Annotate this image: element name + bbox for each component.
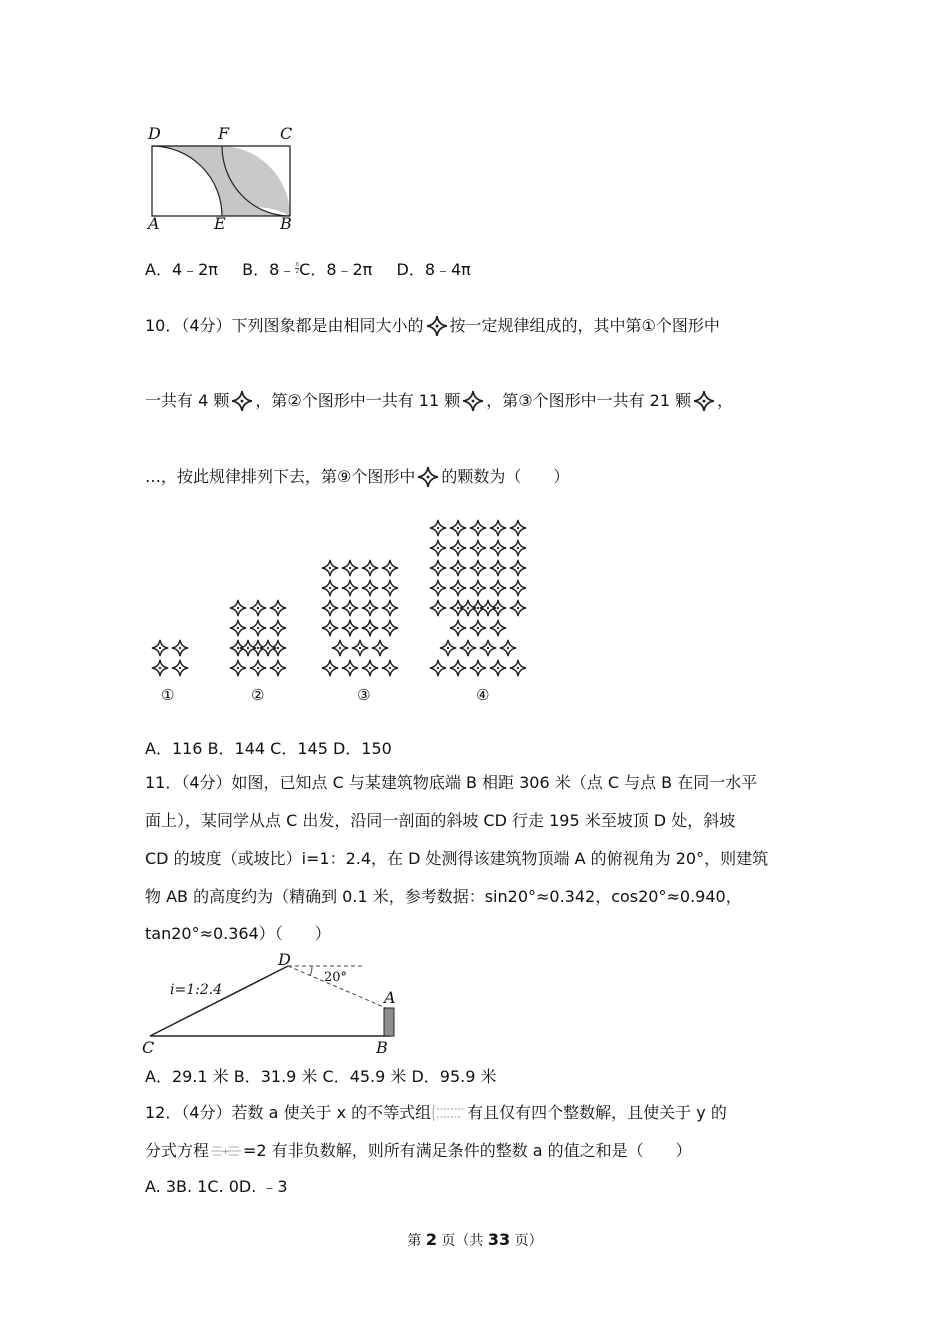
- star-mark: [382, 580, 398, 596]
- label-F: F: [218, 124, 230, 143]
- star-mark: [240, 640, 256, 656]
- star-mark: [342, 560, 358, 576]
- q11-line-1: 11．（4分）如图，已知点 C 与某建筑物底端 B 相距 306 米（点 C 与点 B 在同一水平: [145, 773, 758, 792]
- figure-label-2: ②: [251, 686, 265, 704]
- star-icon: [426, 315, 448, 337]
- label-E: E: [214, 214, 226, 233]
- q12-options: A. 3B. 1C. 0D. ﹣3: [145, 1177, 288, 1196]
- star-mark: [470, 660, 486, 676]
- q11-line-2: 面上），某同学从点 C 出发，沿同一剖面的斜坡 CD 行走 195 米至坡顶 D 处，斜坡: [145, 811, 736, 830]
- star-mark: [430, 560, 446, 576]
- star-mark: [510, 580, 526, 596]
- page-number: 2: [425, 1230, 437, 1249]
- q11-line-4: 物 AB 的高度约为（精确到 0.1 米，参考数据：sin20°≈0.342，cos20°≈0.940，: [145, 887, 742, 906]
- star-mark: [230, 600, 246, 616]
- star-mark: [322, 560, 338, 576]
- star-icon: [462, 390, 484, 412]
- q11-line-5: tan20°≈0.364）（ ）: [145, 924, 331, 943]
- star-mark: [250, 600, 266, 616]
- star-mark: [362, 600, 378, 616]
- star-mark: [510, 660, 526, 676]
- page-total: 33: [487, 1230, 511, 1249]
- q10-line-3: …，按此规律排列下去，第⑨个图形中 的颗数为（ ）: [145, 467, 570, 486]
- label-C: C: [142, 1038, 155, 1057]
- star-mark: [382, 620, 398, 636]
- star-mark: [450, 520, 466, 536]
- page-footer: 第 2 页（共 33 页）: [407, 1230, 543, 1249]
- pi-over-2-fraction: $\frac{\pi}{2}$: [295, 261, 300, 275]
- label-B: B: [280, 214, 292, 233]
- star-mark: [430, 520, 446, 536]
- star-mark: [480, 600, 496, 616]
- star-mark: [230, 660, 246, 676]
- star-mark: [490, 580, 506, 596]
- star-pattern-diagram: [140, 510, 540, 710]
- star-mark: [152, 660, 168, 676]
- q10-line-2: 一共有 4 颗 ，第②个图形中一共有 11 颗 ，第③个图形中一共有 21 颗 ，: [145, 391, 734, 410]
- star-mark: [440, 640, 456, 656]
- star-mark: [152, 640, 168, 656]
- label-D: D: [278, 950, 291, 969]
- star-icon: [231, 390, 253, 412]
- star-mark: [260, 640, 276, 656]
- star-mark: [430, 540, 446, 556]
- star-mark: [250, 660, 266, 676]
- q10-line-1: 10．（4分）下列图象都是由相同大小的 按一定规律组成的，其中第①个图形中: [145, 316, 720, 335]
- figure-label-1: ①: [161, 686, 175, 704]
- q11-figure: [140, 950, 400, 1060]
- star-mark: [510, 600, 526, 616]
- star-mark: [430, 660, 446, 676]
- angle-label: 20°: [324, 970, 348, 985]
- star-mark: [480, 640, 496, 656]
- label-D: D: [148, 124, 161, 143]
- q10-options: A．116 B．144 C．145 D．150: [145, 739, 392, 758]
- star-mark: [470, 520, 486, 536]
- q9-option-c: C．8﹣2π: [299, 260, 373, 279]
- star-mark: [352, 640, 368, 656]
- label-A: A: [148, 214, 160, 233]
- star-mark: [450, 660, 466, 676]
- star-mark: [450, 620, 466, 636]
- star-mark: [430, 580, 446, 596]
- star-mark: [382, 600, 398, 616]
- star-mark: [332, 640, 348, 656]
- star-mark: [490, 520, 506, 536]
- star-mark: [450, 540, 466, 556]
- star-mark: [470, 620, 486, 636]
- star-mark: [460, 600, 476, 616]
- slope-label: i=1:2.4: [170, 982, 223, 998]
- star-mark: [270, 600, 286, 616]
- q9-options: [145, 259, 471, 281]
- q9-option-b: B．8﹣: [242, 260, 296, 279]
- star-mark: [362, 580, 378, 596]
- star-icon: [693, 390, 715, 412]
- slope-building-diagram: [140, 950, 400, 1060]
- star-mark: [510, 520, 526, 536]
- star-mark: [430, 600, 446, 616]
- inequality-system-image: [431, 1102, 467, 1124]
- star-mark: [460, 640, 476, 656]
- star-mark: [510, 540, 526, 556]
- q9-option-a: A．4﹣2π: [145, 260, 218, 279]
- star-mark: [342, 620, 358, 636]
- star-mark: [490, 620, 506, 636]
- figure-label-3: ③: [357, 686, 371, 704]
- star-mark: [382, 660, 398, 676]
- star-mark: [322, 580, 338, 596]
- star-mark: [382, 560, 398, 576]
- star-mark: [322, 600, 338, 616]
- star-mark: [362, 660, 378, 676]
- q11-line-3: CD 的坡度（或坡比）i=1：2.4，在 D 处测得该建筑物顶端 A 的俯视角为 20°，则建筑: [145, 849, 769, 868]
- svg-text:+: +: [222, 1147, 229, 1156]
- q10-pattern-figure: [140, 510, 540, 710]
- star-mark: [372, 640, 388, 656]
- fraction-equation-image: [209, 1140, 243, 1162]
- star-mark: [230, 620, 246, 636]
- star-mark: [490, 660, 506, 676]
- label-B: B: [376, 1038, 388, 1057]
- star-mark: [490, 540, 506, 556]
- star-mark: [450, 560, 466, 576]
- star-mark: [500, 640, 516, 656]
- star-mark: [172, 660, 188, 676]
- star-mark: [172, 640, 188, 656]
- star-mark: [362, 620, 378, 636]
- star-mark: [470, 560, 486, 576]
- star-mark: [342, 600, 358, 616]
- star-mark: [450, 580, 466, 596]
- star-mark: [322, 620, 338, 636]
- q12-line-2: 分式方程 + =2 有非负数解，则所有满足条件的整数 a 的值之和是（ ）: [145, 1141, 692, 1160]
- label-A: A: [384, 988, 396, 1007]
- star-mark: [270, 660, 286, 676]
- q9-figure: [140, 120, 300, 240]
- star-mark: [470, 580, 486, 596]
- q12-line-1: 12．（4分）若数 a 使关于 x 的不等式组 有且仅有四个整数解，且使关于 y 的: [145, 1103, 727, 1122]
- label-C: C: [280, 124, 293, 143]
- star-mark: [250, 620, 266, 636]
- star-mark: [342, 580, 358, 596]
- star-icon: [417, 466, 439, 488]
- star-mark: [362, 560, 378, 576]
- figure-label-4: ④: [476, 686, 490, 704]
- star-mark: [470, 540, 486, 556]
- star-mark: [510, 560, 526, 576]
- q9-option-d: D．8﹣4π: [396, 260, 471, 279]
- star-mark: [342, 660, 358, 676]
- q11-options: A．29.1 米 B．31.9 米 C．45.9 米 D．95.9 米: [145, 1067, 497, 1086]
- star-mark: [270, 620, 286, 636]
- star-mark: [322, 660, 338, 676]
- star-mark: [490, 560, 506, 576]
